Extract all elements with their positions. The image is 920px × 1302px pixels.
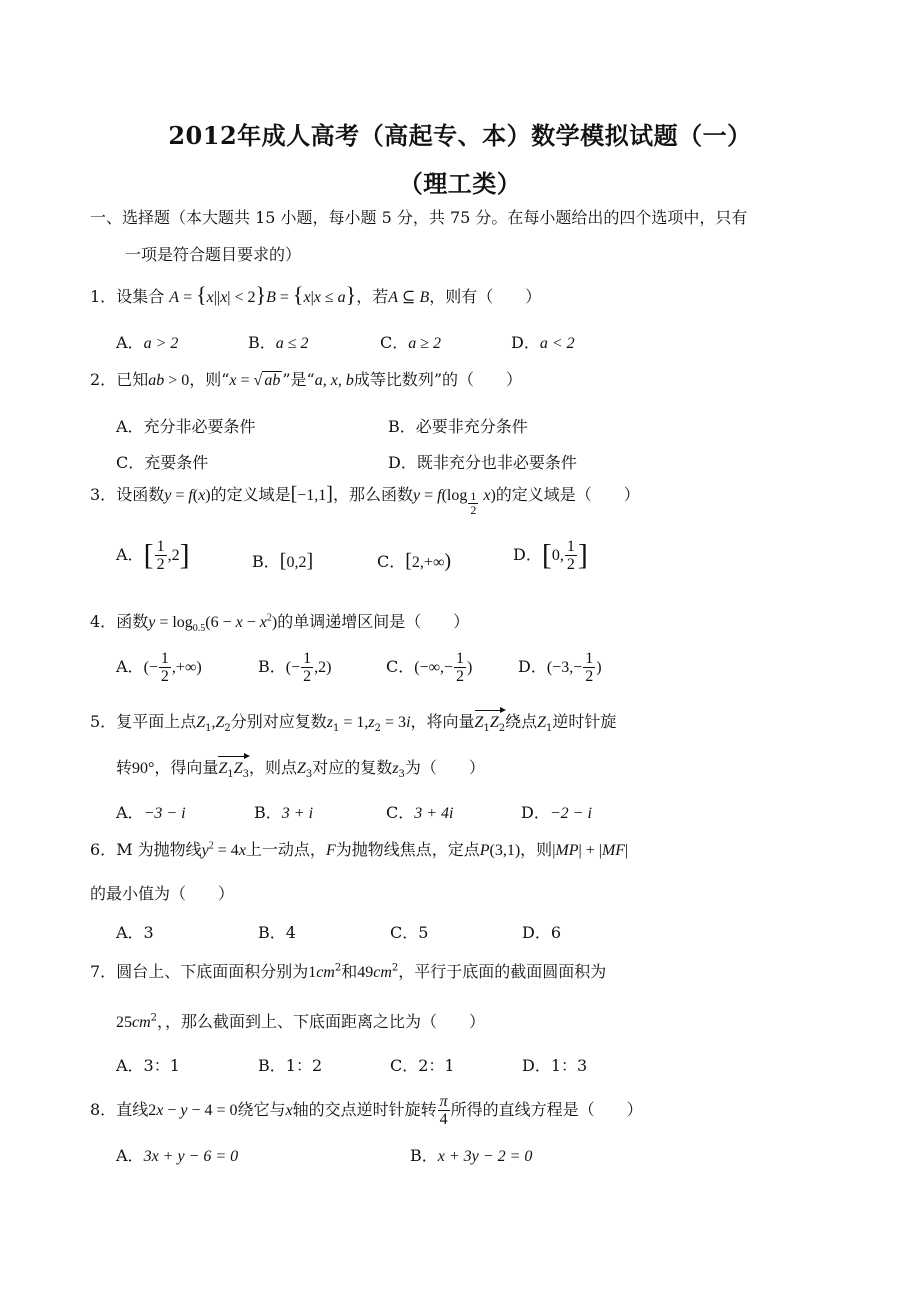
q1-text3: ，则有（ ） [429, 287, 542, 306]
question-7: 7．圆台上、下底面面积分别为$1cm^2$和$49cm^2$，平行于底面的截面圆面积为 [90, 962, 607, 981]
q5-option-b[interactable]: B．3 + i [254, 803, 314, 822]
question-7-cont: $25cm^2$，，那么截面到上、下底面距离之比为（ ） [116, 1012, 486, 1031]
section-heading: 一、选择题（本大题共 15 小题，每小题 5 分，共 75 分。在每小题给出的四个选项中，只有 [90, 208, 748, 227]
q3-option-c[interactable]: C．[2,+∞) [377, 550, 452, 572]
q8-option-b[interactable]: B．x + 3y − 2 = 0 [410, 1146, 533, 1165]
q1-math-a: A [169, 289, 180, 306]
question-5-cont: 转90°，得向量$Z_1Z_3$，则点$Z_3$对应的复数$z_3$为（ ） [116, 758, 485, 781]
q5-option-d[interactable]: D．−2 − i [521, 803, 592, 822]
q3-option-d[interactable]: D．[0, $\frac{1}{2}$ ] [513, 538, 588, 573]
question-6: 6．M 为抛物线$y^2 = 4x$上一动点，F为抛物线焦点，定点P(3,1)，则|MP| + |MF| [90, 840, 629, 859]
q6-option-d[interactable]: D．6 [522, 923, 562, 942]
question-4: 4．函数$y = \log_{0.5}(6 - x - x^2)$的单调递增区间是（ ） [90, 612, 470, 635]
question-8: 8．直线2x − y − 4 = 0绕它与x轴的交点逆时针旋转 $\frac{\pi}{4}$ 所得的直线方程是（ ） [90, 1093, 643, 1128]
q2-option-d[interactable]: D．既非充分也非必要条件 [388, 453, 577, 472]
q1-text: 设集合 [116, 287, 165, 306]
q1-text2: 若 [372, 287, 389, 306]
q2-option-a[interactable]: A．充分非必要条件 [116, 417, 256, 436]
q7-option-a[interactable]: A．3：1 [116, 1056, 180, 1075]
section-heading-cont: 一项是符合题目要求的） [125, 245, 302, 264]
q1-option-b[interactable]: B．a ≤ 2 [248, 333, 309, 352]
page-title: 2012年成人高考（高起专、本）数学模拟试题（一） [168, 121, 752, 150]
q1-option-c[interactable]: C．a ≥ 2 [380, 333, 442, 352]
q2-number: 2． [90, 370, 117, 389]
q5-option-c[interactable]: C．3 + 4i [386, 803, 454, 822]
q5-option-a[interactable]: A．−3 − i [116, 803, 186, 822]
q6-option-c[interactable]: C．5 [390, 923, 429, 942]
q7-option-b[interactable]: B．1：2 [258, 1056, 323, 1075]
q6-option-b[interactable]: B．4 [258, 923, 296, 942]
q6-option-a[interactable]: A．3 [116, 923, 154, 942]
question-5: 5．复平面上点$Z_1,Z_2$分别对应复数$z_1 = 1,z_2 = 3i$，将向量$Z_1Z_2$绕点$Z_1$逆时针旋 [90, 712, 617, 735]
q1-option-d[interactable]: D．a < 2 [511, 333, 575, 352]
question-2: 2．已知ab > 0，则“x = √ ab ”是“a, x, b成等比数列”的（ ） [90, 370, 523, 389]
page-subtitle: （理工类） [398, 169, 522, 198]
q2-option-c[interactable]: C．充要条件 [116, 453, 209, 472]
q1-number: 1． [90, 287, 117, 306]
q3-option-b[interactable]: B．[0,2] [252, 550, 314, 572]
question-6-cont: 的最小值为（ ） [90, 884, 235, 903]
q1-option-a[interactable]: A．a > 2 [116, 333, 179, 352]
q4-option-b[interactable]: B．(− $\frac{1}{2}$ ,2) [258, 650, 332, 685]
q7-option-c[interactable]: C．2：1 [390, 1056, 455, 1075]
q3-option-a[interactable]: A．[ $\frac{1}{2}$ ,2] [116, 538, 190, 573]
question-1: 1．设集合 A = {x||x| < 2}B = {x|x ≤ a}，若A ⊆ B，则有（ ） [90, 282, 542, 307]
q4-option-a[interactable]: A．(− $\frac{1}{2}$ ,+∞) [116, 650, 202, 685]
q8-option-a[interactable]: A．3x + y − 6 = 0 [116, 1146, 239, 1165]
q7-option-d[interactable]: D．1：3 [522, 1056, 588, 1075]
q4-option-c[interactable]: C．(−∞,− $\frac{1}{2}$ ) [386, 650, 473, 685]
q4-option-d[interactable]: D．(−3,− $\frac{1}{2}$ ) [518, 650, 602, 685]
q2-option-b[interactable]: B．必要非充分条件 [388, 417, 528, 436]
question-3: 3．设函数y = f(x)的定义域是[−1,1]，那么函数y = f(log $\frac{1}{2}$ x)的定义域是（ ） [90, 483, 640, 517]
